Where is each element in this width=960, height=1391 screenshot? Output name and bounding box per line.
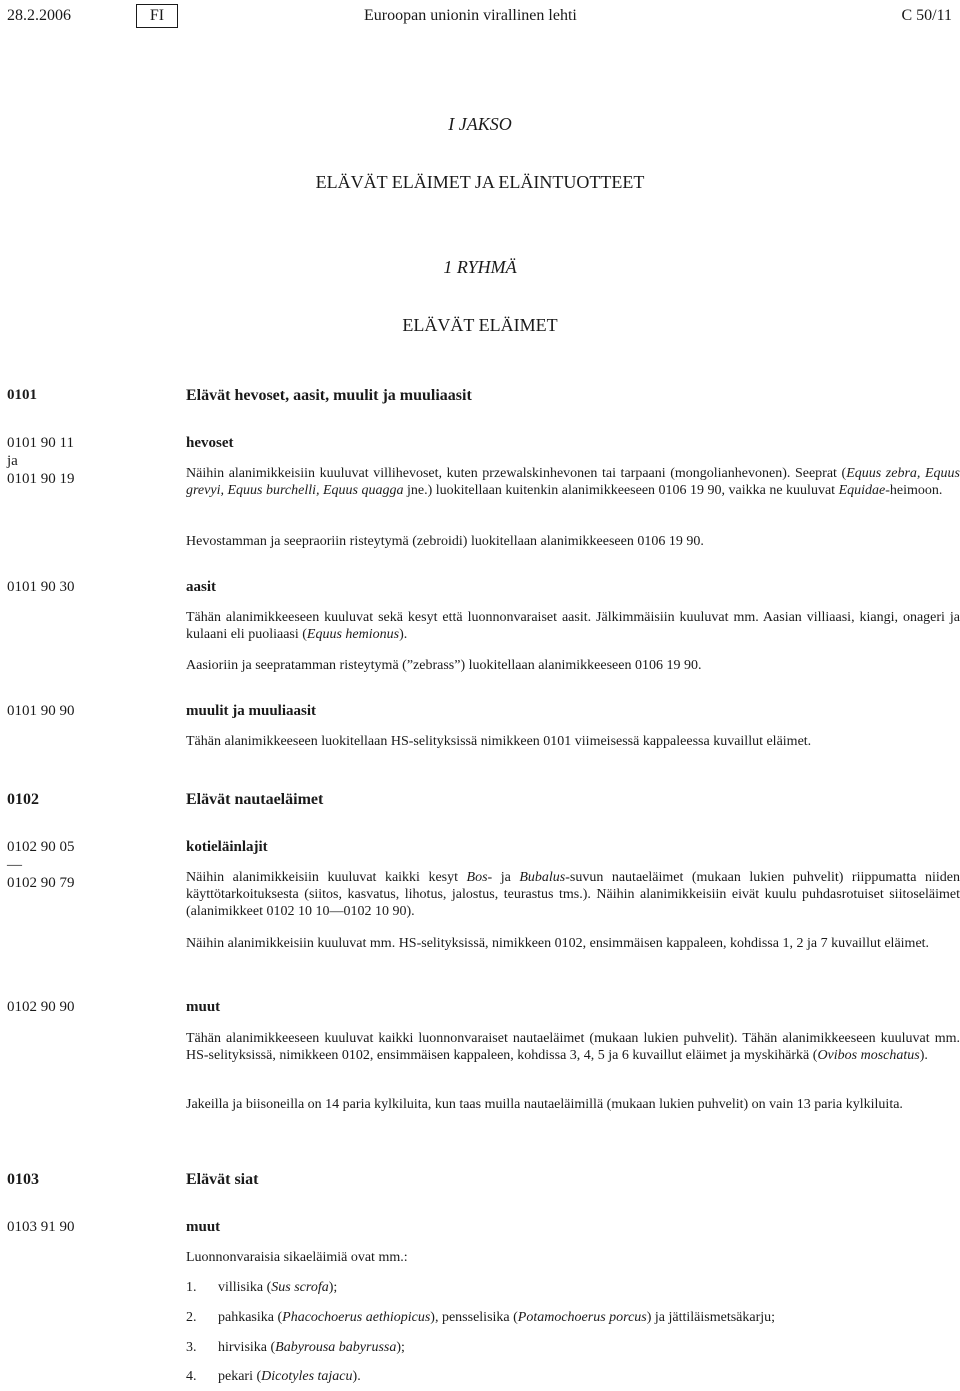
chapter-label: 1 RYHMÄ bbox=[443, 257, 517, 277]
subheading-title-muut: muut bbox=[186, 999, 221, 1015]
subheading-code: 0101 90 19 bbox=[7, 471, 75, 487]
subheading-code: 0102 90 90 bbox=[7, 999, 75, 1015]
subheading-code-connector: ja bbox=[7, 453, 18, 469]
subheading-title-hevoset: hevoset bbox=[186, 435, 234, 451]
list-item: 1. villisika (Sus scrofa); bbox=[186, 1280, 338, 1295]
heading-title-0102: Elävät nautaeläimet bbox=[186, 791, 324, 808]
subheading-code: 0101 90 90 bbox=[7, 703, 75, 719]
subheading-code: 0103 91 90 bbox=[7, 1219, 75, 1235]
page-header bbox=[0, 0, 960, 40]
heading-code-0101: 0101 bbox=[7, 387, 37, 403]
subheading-code-connector: — bbox=[7, 857, 22, 873]
heading-code-0103: 0103 bbox=[7, 1171, 39, 1188]
explanatory-paragraph: Tähän alanimikkeeseen luokitellaan HS-selityksissä nimikkeen 0101 viimeisessä kappaleessa kuvaillut eläimet. bbox=[186, 734, 812, 749]
subheading-title-muulit: muulit ja muuliaasit bbox=[186, 703, 317, 719]
subheading-title-muut: muut bbox=[186, 1219, 221, 1235]
section-title: ELÄVÄT ELÄIMET JA ELÄINTUOTTEET bbox=[315, 172, 645, 192]
explanatory-paragraph: Tähän alanimikkeeseen kuuluvat sekä kesyt että luonnonvaraiset aasit. Jälkimmäisiin kuuluvat mm. Aasian villiaasi, kiangi, onageri ja kulaani eli puoliaasi (Equus hemionus). bbox=[186, 610, 960, 642]
subheading-code: 0102 90 05 bbox=[7, 839, 75, 855]
list-item: 2. pahkasika (Phacochoerus aethiopicus), pensselisika (Potamochoerus porcus) ja jättiläismetsäkarju; bbox=[186, 1310, 776, 1325]
subheading-code: 0101 90 30 bbox=[7, 579, 75, 595]
heading-title-0103: Elävät siat bbox=[186, 1171, 259, 1188]
subheading-title-aasit: aasit bbox=[186, 579, 216, 595]
publication-date: 28.2.2006 bbox=[7, 7, 71, 24]
language-code: FI bbox=[136, 4, 178, 28]
section-label: I JAKSO bbox=[448, 114, 512, 134]
list-intro: Luonnonvaraisia sikaeläimiä ovat mm.: bbox=[186, 1250, 408, 1265]
list-item: 4. pekari (Dicotyles tajacu). bbox=[186, 1369, 361, 1384]
explanatory-paragraph: Aasioriin ja seepratamman risteytymä (”zebrass”) luokitellaan alanimikkeeseen 0106 19 90. bbox=[186, 658, 702, 673]
explanatory-paragraph: Näihin alanimikkeisiin kuuluvat villihevoset, kuten przewalskinhevonen tai tarpaani (mongolianhevonen). Seeprat (Equus zebra, Equus grevyi, Equus burchelli, Equus quagga jne.) luokitellaan kuitenkin alanimikkeeseen 0106 19 90, vaikka ne kuuluvat Equidae-heimoon. bbox=[186, 466, 960, 498]
chapter-title: ELÄVÄT ELÄIMET bbox=[402, 315, 558, 335]
heading-title-0101: Elävät hevoset, aasit, muulit ja muuliaasit bbox=[186, 387, 472, 404]
subheading-code: 0102 90 79 bbox=[7, 875, 75, 891]
list-item: 3. hirvisika (Babyrousa babyrussa); bbox=[186, 1340, 405, 1355]
subheading-code: 0101 90 11 bbox=[7, 435, 74, 451]
explanatory-paragraph: Hevostamman ja seepraoriin risteytymä (zebroidi) luokitellaan alanimikkeeseen 0106 19 90. bbox=[186, 534, 704, 549]
explanatory-paragraph: Tähän alanimikkeeseen kuuluvat kaikki luonnonvaraiset nautaeläimet (mukaan lukien puhvelit). Tähän alanimikkeeseen kuuluvat mm. HS-selityksissä, nimikkeen 0102, ensimmäisen kappaleen, kohdissa 3, 4, 5 ja 6 kuvaillut eläimet ja myskihärkä (Ovibos moschatus). bbox=[186, 1031, 960, 1063]
heading-code-0102: 0102 bbox=[7, 791, 39, 808]
page-reference: C 50/11 bbox=[901, 7, 952, 24]
explanatory-paragraph: Näihin alanimikkeisiin kuuluvat kaikki kesyt Bos- ja Bubalus-suvun nautaeläimet (mukaan lukien puhvelit) riippumatta niiden käyttötarkoituksesta (siitos, kasvatus, lihotus, jalostus, teurastus tms.). Näihin alanimikkeisiin eivät kuulu puhdasrotuiset siitoseläimet (alanimikkeet 0102 10 10—0102 10 90). bbox=[186, 870, 960, 919]
subheading-title-kotielainlajit: kotieläinlajit bbox=[186, 839, 268, 855]
journal-title: Euroopan unionin virallinen lehti bbox=[364, 7, 577, 24]
explanatory-paragraph: Näihin alanimikkeisiin kuuluvat mm. HS-selityksissä, nimikkeen 0102, ensimmäisen kappaleen, kohdissa 1, 2 ja 7 kuvaillut eläimet. bbox=[186, 936, 930, 951]
explanatory-paragraph: Jakeilla ja biisoneilla on 14 paria kylkiluita, kun taas muilla nautaeläimillä (mukaan lukien puhvelit) on vain 13 paria kylkiluita. bbox=[186, 1097, 903, 1112]
